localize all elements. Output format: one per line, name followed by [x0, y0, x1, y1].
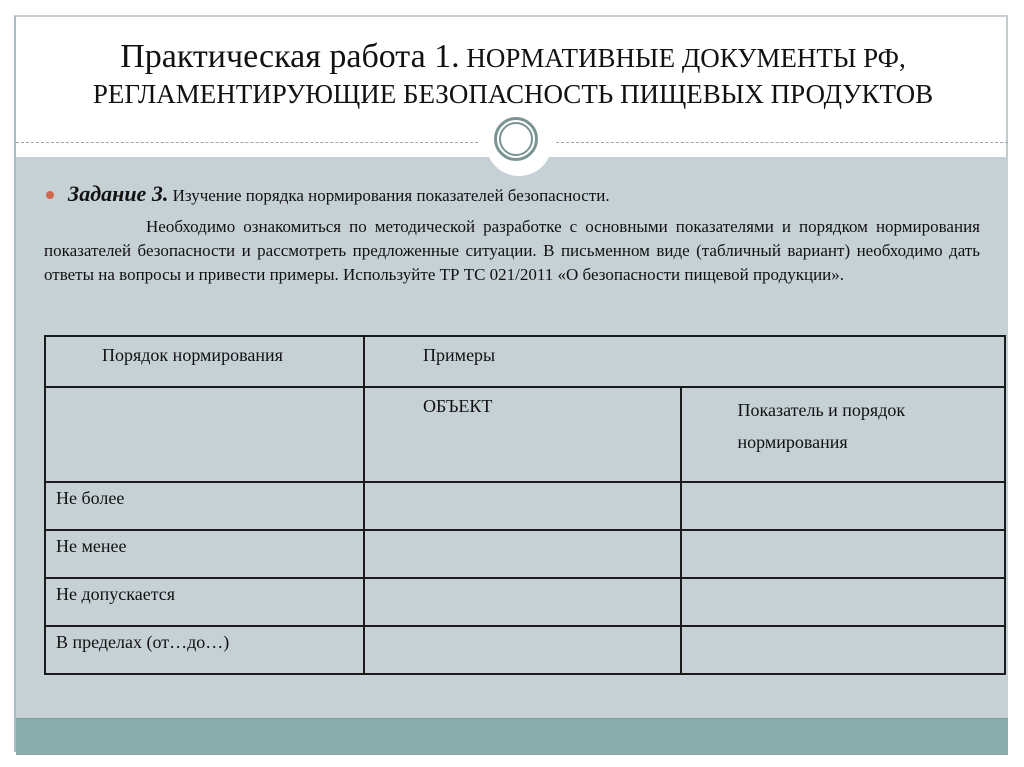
footer-band	[16, 718, 1008, 755]
row-label: Не более	[45, 482, 364, 530]
table-row	[45, 626, 1005, 674]
divider-left	[16, 142, 478, 143]
bullet-icon	[46, 191, 54, 199]
instructions-paragraph: Необходимо ознакомиться по методической разработке с основными показателями и порядком нормирования показателей безопасности и рассмотреть предложенные ситуации. В письменном виде (табличный вариант) необходимо дать ответы на вопросы и привести примеры. Используйте ТР ТС 021/2011 «О безопасности пищевой продукции».	[44, 217, 980, 284]
row-object-cell	[364, 578, 680, 626]
subheader-cell-empty	[45, 387, 364, 482]
task-label: Задание 3.	[68, 181, 169, 206]
row-label: В пределах (от…до…)	[45, 626, 364, 674]
row-indicator-cell	[681, 530, 1005, 578]
title-part2: НОРМАТИВНЫЕ ДОКУМЕНТЫ РФ,	[459, 43, 906, 73]
table-row	[45, 578, 1005, 626]
row-label: Не менее	[45, 530, 364, 578]
slide-title	[16, 39, 1010, 112]
row-indicator-cell	[681, 578, 1005, 626]
table-header-row	[45, 336, 1005, 387]
header-cell-order: Порядок нормирования	[45, 336, 364, 387]
table-subheader-row	[45, 387, 1005, 482]
row-object-cell	[364, 626, 680, 674]
table-row	[45, 530, 1005, 578]
subheader-cell-indicator: Показатель и порядок нормирования	[681, 387, 1005, 482]
title-part1: Практическая работа 1.	[120, 38, 460, 75]
task-heading	[46, 183, 610, 207]
subheader-cell-object: ОБЪЕКТ	[364, 387, 680, 482]
circle-ornament-icon	[494, 117, 538, 161]
row-object-cell	[364, 530, 680, 578]
row-label: Не допускается	[45, 578, 364, 626]
norms-table	[44, 335, 1006, 675]
row-indicator-cell	[681, 482, 1005, 530]
slide	[14, 15, 1008, 752]
title-line2: РЕГЛАМЕНТИРУЮЩИЕ БЕЗОПАСНОСТЬ ПИЩЕВЫХ ПРОДУКТОВ	[92, 79, 934, 109]
header-cell-examples: Примеры	[364, 336, 1005, 387]
task-text: Изучение порядка нормирования показателей безопасности.	[168, 186, 610, 205]
table-row	[45, 482, 1005, 530]
row-object-cell	[364, 482, 680, 530]
divider-right	[556, 142, 1008, 143]
row-indicator-cell	[681, 626, 1005, 674]
